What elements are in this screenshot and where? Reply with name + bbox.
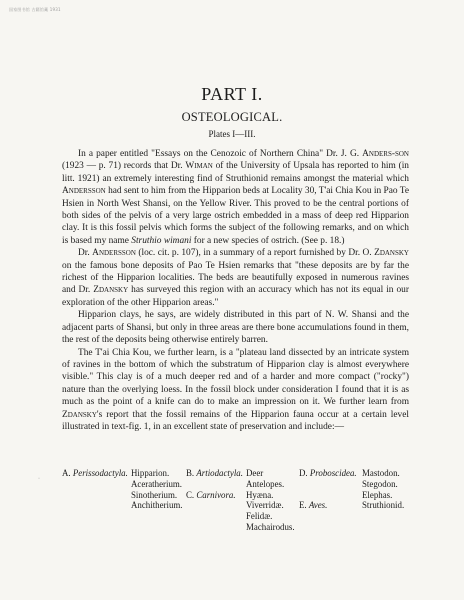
library-stamp: 国家图书馆 古籍馆藏 1931: [9, 7, 61, 12]
group-name: Aves.: [308, 500, 328, 511]
print-speck: ·: [38, 476, 40, 482]
fauna-list-bc: [246, 468, 295, 533]
fauna-item: Struthionid.: [362, 500, 405, 511]
fauna-list-a: [131, 468, 183, 511]
author-name: Andersson: [92, 248, 136, 259]
spacer: [299, 490, 357, 501]
fauna-item: Mastodon.: [362, 468, 400, 478]
fauna-list-de: [362, 468, 404, 511]
author-name: Anders-son: [362, 149, 409, 159]
text-run: has surveyed this region with an accuracy which has not its equal in our exploration of the other Hipparion areas.": [62, 285, 409, 308]
group-heading: [186, 468, 243, 479]
author-name: Andersson: [62, 186, 106, 197]
text-run: (1923 — p. 71) records that Dr.: [62, 161, 186, 172]
group-letter: E.: [299, 500, 309, 511]
group-name: Artiodactyla.: [196, 468, 243, 478]
text-run: In a paper entitled "Essays on the Cenozoic of Northern China" Dr. J. G.: [78, 149, 363, 159]
text-run: (loc. cit. p. 107), in a summary of a report furnished by Dr. O.: [135, 248, 375, 259]
author-name: Zdansky: [62, 409, 97, 420]
group-heading: [186, 490, 243, 501]
fauna-group-bc: [186, 468, 243, 500]
group-name: Carnivora.: [196, 489, 236, 500]
author-name: Wiman: [185, 161, 213, 172]
fauna-item: Felidæ.: [246, 511, 273, 522]
group-heading: [299, 468, 357, 479]
text-run: The T'ai Chia Kou, we further learn, is a "plateau land dissected by an intricate system of ravines in the bottom of which the substratum of Hipparion clay is almost everywhere visible." This clay is of a much deeper red and of a harder and more compact ("rocky") nature than the overlying loess. In the fossil block under consideration I found that it is as much as the point of a knife can do to make an impression on it. We further learn from: [62, 347, 409, 408]
fauna-item: Hyæna.: [246, 489, 274, 500]
fauna-item: Anchitherium.: [131, 500, 183, 511]
species-name: Struthio wimani: [131, 235, 192, 246]
text-run: for a new species of ostrich. (See p. 18.): [191, 235, 345, 246]
fauna-item: Viverridæ.: [246, 500, 284, 511]
group-name: Perissodactyla.: [72, 468, 128, 478]
text-run: Dr.: [78, 248, 93, 259]
fauna-group-de: [299, 468, 357, 511]
fauna-item: Aceratherium.: [131, 478, 183, 489]
text-run: Hipparion clays, he says, are widely distributed in this part of N. W. Shansi and the adjacent parts of Shansi, but only in three areas are there bone accumulations found in them, the rest of the deposits being otherwise entirely barren.: [62, 310, 409, 346]
text-run: 's report that the fossil remains of the Hipparion fauna occur at a certain level illustrated in text-fig. 1, in an excellent state of preservation and include:—: [62, 409, 409, 432]
author-name: Zdansky: [374, 248, 409, 259]
fauna-item: Sinotherium.: [131, 489, 178, 500]
body-text: [62, 148, 409, 433]
group-letter: D.: [299, 468, 310, 478]
fauna-item: Hipparion.: [131, 468, 170, 478]
paragraph-4: [62, 347, 409, 434]
fauna-item: Machairodus.: [246, 521, 295, 532]
group-letter: C.: [186, 489, 197, 500]
paragraph-1: [62, 148, 409, 247]
part-heading: PART I.: [201, 84, 263, 104]
fauna-item: Stegodon.: [362, 478, 398, 489]
group-name: Proboscidea.: [309, 468, 357, 478]
spacer: [186, 479, 243, 490]
fauna-item: Deer: [246, 468, 264, 478]
group-letter: B.: [186, 468, 197, 478]
text-run: had sent to him from the Hipparion beds at Locality 30, T'ai Chia Kou in Pao Te Hsien in North West Shansi, on the Yellow River. This proved to be the central portions of both sides of the pelvis of a very large ostrich embedded in a mass of deep red Hipparion clay. It is this fossil pelvis which forms the subject of the following remarks, and on which is based my name: [62, 186, 409, 246]
text-run: on the famous bone deposits of Pao Te Hsien remarks that "these deposits are by far the richest of the Hipparion localities. The beds are beautifully exposed in numerous ravines and Dr.: [62, 260, 409, 296]
paragraph-2: [62, 247, 409, 309]
group-heading: [62, 468, 128, 479]
group-heading: [299, 500, 357, 511]
author-name: Zdansky: [93, 285, 129, 296]
text-run: of the University of Upsala has reported to him (in litt. 1921) an extremely interesting find of Struthionid remains amongst the material which: [62, 161, 409, 184]
group-letter: A.: [62, 468, 73, 478]
spacer: [299, 479, 357, 490]
section-heading: OSTEOLOGICAL.: [181, 110, 283, 124]
paragraph-3: [62, 309, 409, 346]
fauna-item: Elephas.: [362, 489, 393, 500]
fauna-group-a: [62, 468, 128, 479]
plates-reference: Plates I—III.: [208, 129, 256, 139]
fauna-item: Antelopes.: [246, 478, 285, 489]
